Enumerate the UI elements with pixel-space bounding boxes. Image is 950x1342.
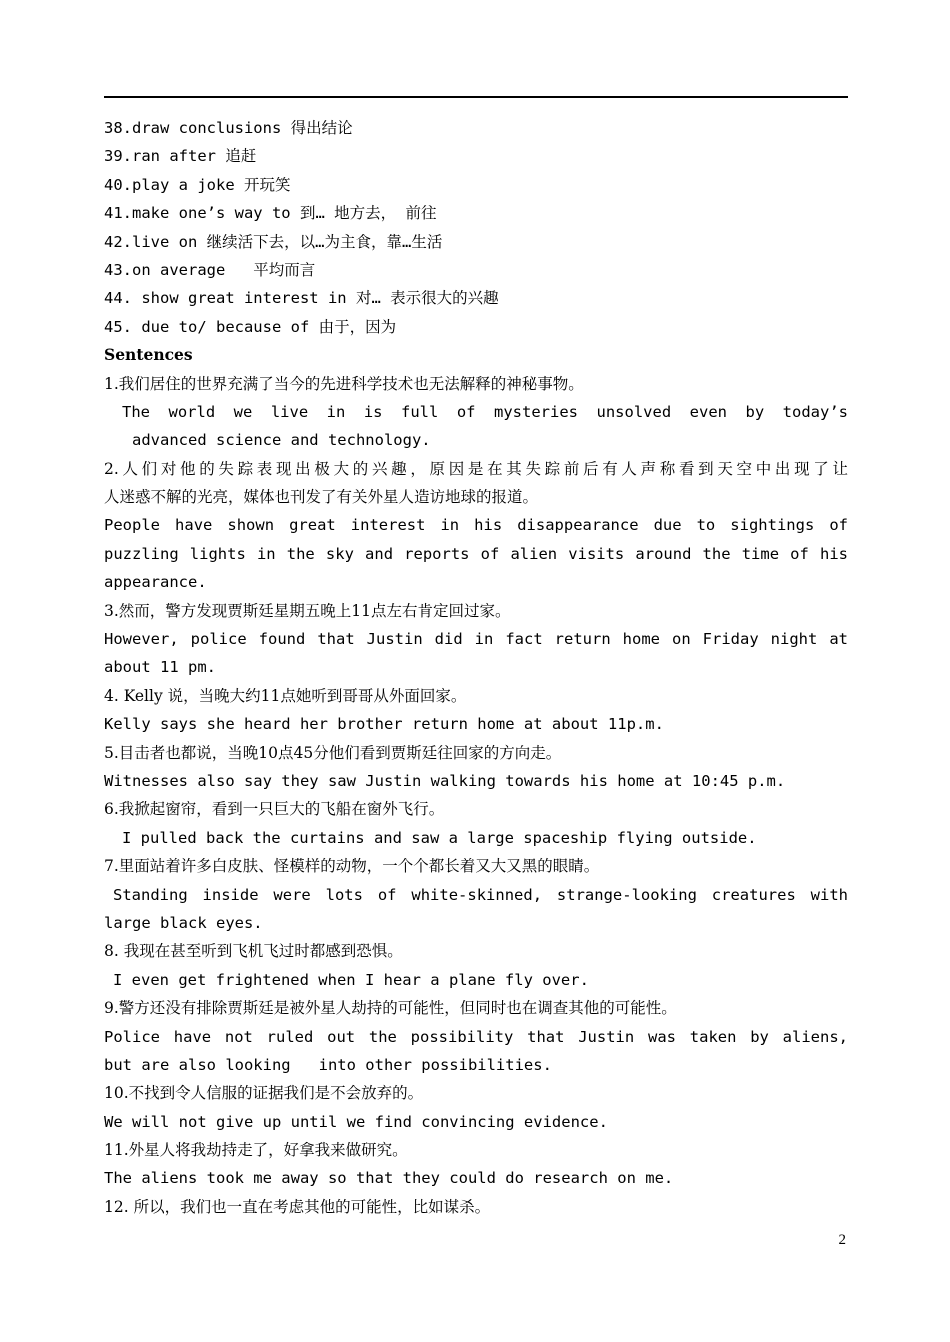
phrase-44: 44. show great interest in 对… 表示很大的兴趣 bbox=[104, 289, 499, 308]
sentence-1-cn: 1.我们居住的世界充满了当今的先进科学技术也无法解释的神秘事物。 bbox=[104, 374, 584, 393]
sentence-1-en-line-1: The world we live in is full of mysteries unsolved even by today’s bbox=[122, 402, 848, 421]
page-number: 2 bbox=[838, 1232, 846, 1248]
sentence-2-en-line-1: People have shown great interest in his disappearance due to sightings of bbox=[104, 516, 848, 535]
sentence-6-en: I pulled back the curtains and saw a large spaceship flying outside. bbox=[122, 828, 757, 847]
phrase-42: 42.live on 继续活下去，以…为主食，靠…生活 bbox=[104, 232, 443, 251]
sentence-1-en-line-2: advanced science and technology. bbox=[132, 431, 431, 450]
sentence-4-cn: 4. Kelly 说，当晚大约11点她听到哥哥从外面回家。 bbox=[104, 686, 467, 705]
section-title: Sentences bbox=[104, 345, 193, 365]
sentence-11-cn: 11.外星人将我劫持走了，好拿我来做研究。 bbox=[104, 1141, 408, 1160]
sentence-7-en-line-2: large black eyes. bbox=[104, 913, 263, 932]
phrase-41: 41.make one’s way to 到… 地方去， 前往 bbox=[104, 204, 437, 223]
sentence-2-en-line-2: puzzling lights in the sky and reports of alien visits around the time of his bbox=[104, 544, 848, 563]
phrase-39: 39.ran after 追赶 bbox=[104, 147, 257, 166]
sentence-2-cn-line-1: 2.人们对他的失踪表现出极大的兴趣，原因是在其失踪前后有人声称看到天空中出现了让 bbox=[104, 459, 848, 478]
sentence-8-cn: 8. 我现在甚至听到飞机飞过时都感到恐惧。 bbox=[104, 942, 403, 961]
sentence-5-en: Witnesses also say they saw Justin walking towards his home at 10:45 p.m. bbox=[104, 771, 786, 790]
sentence-4-en: Kelly says she heard her brother return home at about 11p.m. bbox=[104, 715, 664, 734]
phrase-40: 40.play a joke 开玩笑 bbox=[104, 175, 291, 194]
sentence-10-en: We will not give up until we find convincing evidence. bbox=[104, 1112, 608, 1131]
sentence-3-en-line-1: However, police found that Justin did in fact return home on Friday night at bbox=[104, 630, 848, 649]
header-rule bbox=[104, 96, 848, 98]
sentence-7-en-line-1: Standing inside were lots of white-skinned, strange-looking creatures with bbox=[113, 885, 848, 904]
sentence-11-en: The aliens took me away so that they could do research on me. bbox=[104, 1169, 674, 1188]
phrase-45: 45. due to/ because of 由于，因为 bbox=[104, 317, 397, 336]
sentence-10-cn: 10.不找到令人信服的证据我们是不会放弃的。 bbox=[104, 1084, 424, 1103]
sentence-2-en-line-3: appearance. bbox=[104, 573, 207, 592]
phrase-43: 43.on average 平均而言 bbox=[104, 260, 316, 279]
sentence-6-cn: 6.我掀起窗帘，看到一只巨大的飞船在窗外飞行。 bbox=[104, 800, 445, 819]
sentence-12-cn: 12. 所以，我们也一直在考虑其他的可能性，比如谋杀。 bbox=[104, 1197, 491, 1216]
phrase-38: 38.draw conclusions 得出结论 bbox=[104, 119, 353, 137]
sentence-8-en: I even get frightened when I hear a plane fly over. bbox=[113, 970, 589, 989]
sentence-5-cn: 5.目击者也都说，当晚10点45分他们看到贾斯廷往回家的方向走。 bbox=[104, 743, 562, 762]
sentence-3-en-line-2: about 11 pm. bbox=[104, 658, 216, 677]
sentence-9-en-line-1: Police have not ruled out the possibility that Justin was taken by aliens, bbox=[104, 1027, 848, 1046]
sentence-9-en-line-2: but are also looking into other possibilities. bbox=[104, 1055, 552, 1074]
sentence-2-cn-line-2: 人迷惑不解的光亮，媒体也刊发了有关外星人造访地球的报道。 bbox=[104, 488, 539, 507]
sentence-9-cn: 9.警方还没有排除贾斯廷是被外星人劫持的可能性，但同时也在调查其他的可能性。 bbox=[104, 999, 677, 1018]
sentence-3-cn: 3.然而，警方发现贾斯廷星期五晚上11点左右肯定回过家。 bbox=[104, 601, 511, 620]
sentence-7-cn: 7.里面站着许多白皮肤、怪模样的动物，一个个都长着又大又黑的眼睛。 bbox=[104, 857, 600, 876]
document-body bbox=[104, 114, 848, 1221]
